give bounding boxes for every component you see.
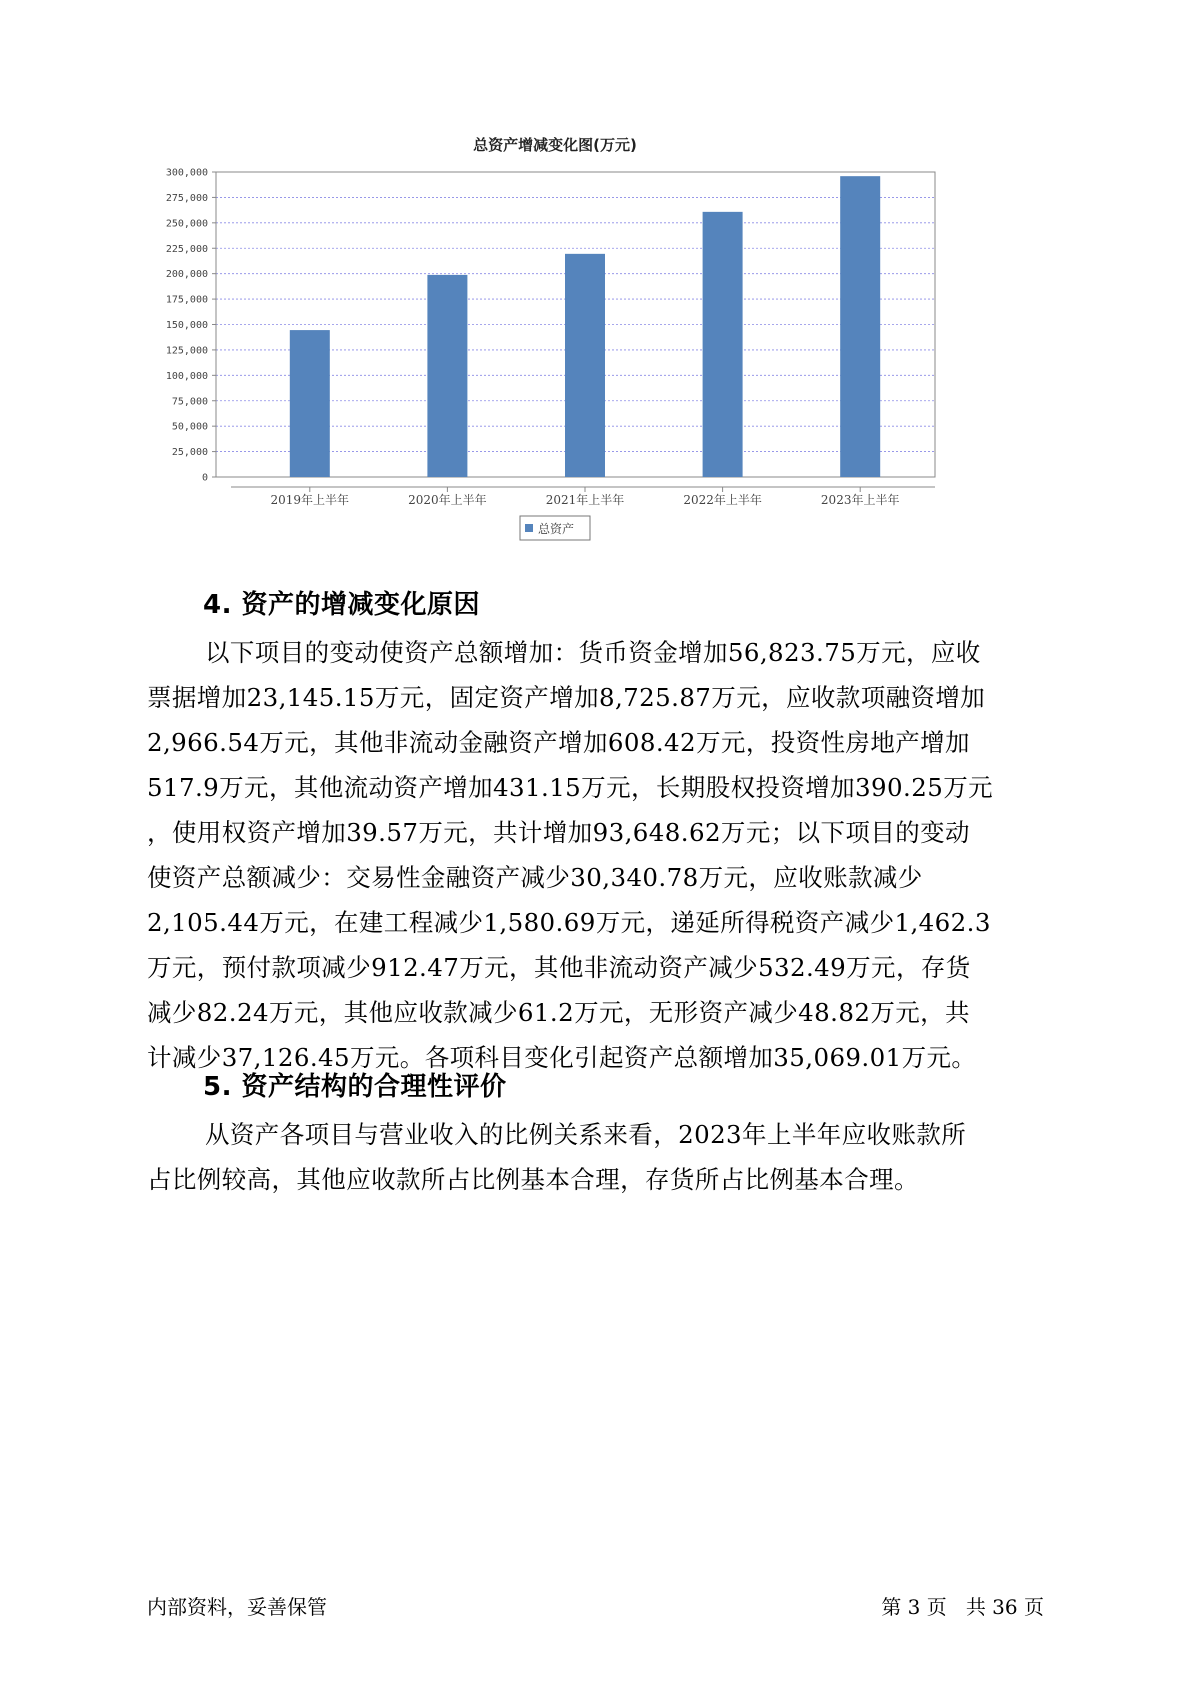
paragraph-line: ，使用权资产增加39.57万元，共计增加93,648.62万元；以下项目的变动	[147, 818, 970, 847]
paragraph-line: 票据增加23,145.15万元，固定资产增加8,725.87万元，应收款项融资增加	[147, 683, 986, 712]
bar	[290, 330, 330, 477]
bar	[703, 212, 743, 477]
y-tick-label: 25,000	[171, 447, 208, 459]
y-tick-label: 100,000	[165, 370, 208, 382]
section-5-heading: 5. 资产结构的合理性评价	[203, 1072, 507, 1102]
y-tick-label: 75,000	[171, 396, 208, 408]
x-tick-label: 2019年上半年	[270, 493, 350, 507]
y-tick-label: 175,000	[165, 294, 208, 306]
y-tick-label: 50,000	[171, 421, 208, 433]
paragraph-line: 517.9万元，其他流动资产增加431.15万元，长期股权投资增加390.25万元	[147, 773, 993, 802]
chart-bars	[290, 176, 880, 477]
paragraph-line: 占比例较高，其他应收款所占比例基本合理，存货所占比例基本合理。	[147, 1165, 919, 1194]
footer-page-number: 第 3 页 共 36 页	[881, 1595, 1044, 1619]
section-4-paragraph	[147, 630, 1052, 1080]
chart-x-tick-labels	[271, 492, 900, 507]
x-tick-label: 2023年上半年	[820, 493, 900, 507]
x-tick-label: 2020年上半年	[408, 493, 487, 507]
y-tick-label: 0	[201, 472, 208, 484]
bar	[565, 254, 605, 477]
legend-swatch	[525, 524, 533, 532]
chart-title: 总资产增减变化图(万元)	[473, 136, 637, 154]
paragraph-line: 2,105.44万元，在建工程减少1,580.69万元，递延所得税资产减少1,462.3	[147, 908, 991, 937]
footer-confidential-note: 内部资料，妥善保管	[147, 1595, 327, 1619]
paragraph-line: 以下项目的变动使资产总额增加：货币资金增加56,823.75万元，应收	[205, 638, 981, 667]
paragraph-line: 2,966.54万元，其他非流动金融资产增加608.42万元，投资性房地产增加	[147, 728, 970, 757]
section-4-heading: 4. 资产的增减变化原因	[203, 590, 481, 620]
y-tick-label: 200,000	[165, 269, 208, 281]
total-assets-chart	[160, 132, 1020, 592]
chart-svg	[160, 132, 1020, 592]
y-tick-label: 150,000	[165, 320, 208, 331]
section-5-paragraph	[147, 1112, 1052, 1202]
paragraph-line: 使资产总额减少：交易性金融资产减少30,340.78万元，应收账款减少	[147, 863, 923, 892]
chart-legend	[520, 516, 590, 540]
paragraph-line: 从资产各项目与营业收入的比例关系来看，2023年上半年应收账款所	[205, 1120, 967, 1149]
x-tick-label: 2022年上半年	[683, 493, 762, 507]
chart-y-tick-labels	[166, 168, 208, 484]
bar	[427, 275, 467, 477]
y-tick-label: 125,000	[165, 345, 208, 357]
x-tick-label: 2021年上半年	[545, 493, 625, 507]
paragraph-line: 万元，预付款项减少912.47万元，其他非流动资产减少532.49万元，存货	[147, 953, 971, 982]
y-tick-label: 300,000	[165, 167, 208, 179]
y-tick-label: 225,000	[165, 243, 208, 255]
paragraph-line: 计减少37,126.45万元。各项科目变化引起资产总额增加35,069.01万元。	[147, 1043, 977, 1072]
y-tick-label: 250,000	[165, 218, 208, 230]
bar	[840, 176, 880, 477]
legend-label: 总资产	[538, 522, 575, 536]
y-tick-label: 275,000	[165, 192, 208, 204]
paragraph-line: 减少82.24万元，其他应收款减少61.2万元，无形资产减少48.82万元，共	[147, 998, 970, 1027]
